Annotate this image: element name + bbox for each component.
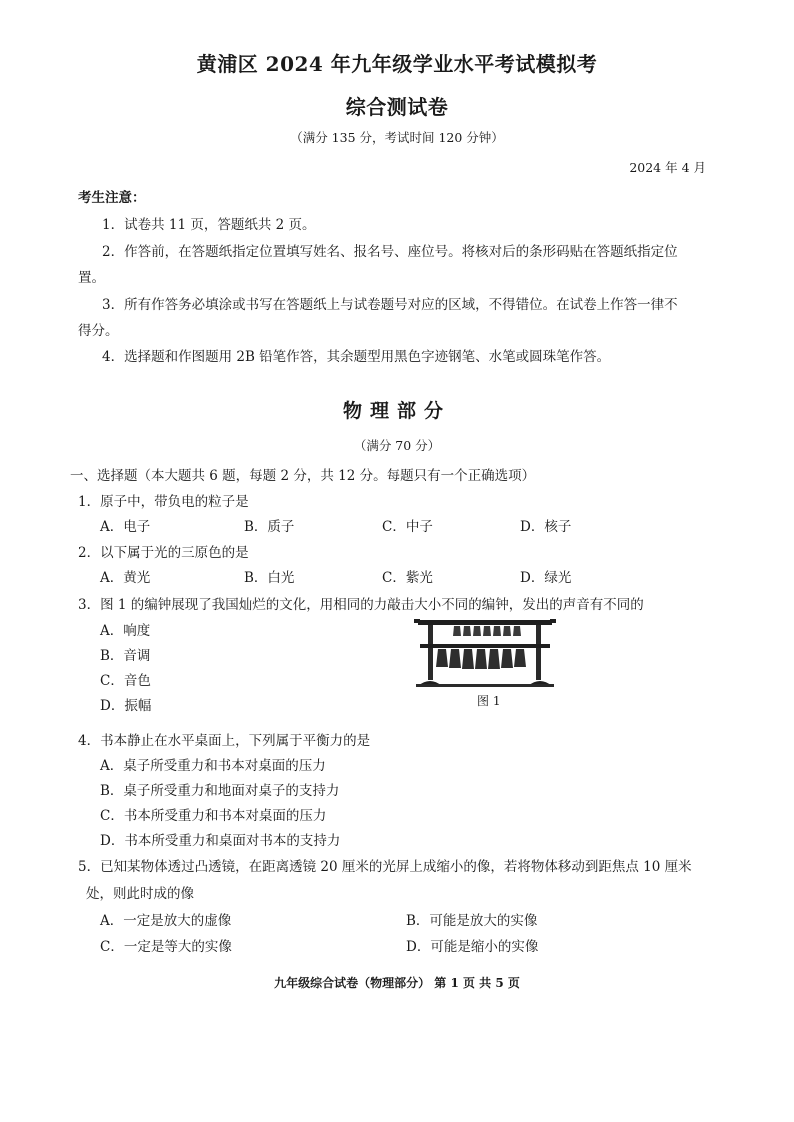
q4-option-b: B．桌子所受重力和地面对桌子的支持力	[100, 783, 340, 799]
section-title: 物理部分	[342, 400, 451, 422]
question-5-stem: 5．已知某物体透过凸透镜，在距离透镜 20 厘米的光屏上成缩小的像，若将物体移动到距焦点 10 厘米	[78, 859, 692, 875]
notice-heading: 考生注意：	[78, 190, 146, 206]
section-score: （满分 70 分）	[353, 438, 441, 453]
q4-option-d: D．书本所受重力和桌面对书本的支持力	[100, 833, 341, 849]
notice-item-2: 2．作答前，在答题纸指定位置填写姓名、报名号、座位号。将核对后的条形码贴在答题纸指定位	[102, 244, 678, 260]
q5-option-d: D．可能是缩小的实像	[406, 939, 539, 955]
notice-item-1: 1．试卷共 11 页，答题纸共 2 页。	[102, 217, 316, 233]
notice-item-4: 4．选择题和作图题用 2B 铅笔作答，其余题型用黑色字迹钢笔、水笔或圆珠笔作答。	[102, 349, 611, 365]
figure-1-caption: 图 1	[477, 694, 501, 708]
question-3-stem: 3．图 1 的编钟展现了我国灿烂的文化，用相同的力敲击大小不同的编钟，发出的声音有不同的	[78, 597, 644, 613]
question-4-stem: 4．书本静止在水平桌面上，下列属于平衡力的是	[78, 733, 371, 749]
q2-option-a: A．黄光	[100, 570, 151, 586]
question-1-stem: 1．原子中，带负电的粒子是	[78, 494, 249, 510]
exam-subtitle: 综合测试卷	[345, 95, 449, 119]
chime-bells-drawing	[410, 616, 560, 690]
exam-title: 黄浦区 2024 年九年级学业水平考试模拟考	[196, 52, 598, 76]
question-5-stem-cont: 处，则此时成的像	[86, 886, 194, 902]
q5-option-b: B．可能是放大的实像	[406, 913, 538, 929]
q1-option-c: C．中子	[382, 519, 433, 535]
q1-option-d: D．核子	[520, 519, 572, 535]
q2-option-b: B．白光	[244, 570, 295, 586]
q2-option-d: D．绿光	[520, 570, 572, 586]
q1-option-b: B．质子	[244, 519, 295, 535]
page-footer: 九年级综合试卷（物理部分） 第 1 页 共 5 页	[274, 976, 520, 990]
q3-option-d: D．振幅	[100, 698, 152, 714]
q4-option-c: C．书本所受重力和书本对桌面的压力	[100, 808, 327, 824]
q3-option-b: B．音调	[100, 648, 151, 664]
exam-date: 2024 年 4 月	[629, 160, 706, 175]
question-2-stem: 2．以下属于光的三原色的是	[78, 545, 249, 561]
q3-option-c: C．音色	[100, 673, 151, 689]
q5-option-c: C．一定是等大的实像	[100, 939, 232, 955]
q2-option-c: C．紫光	[382, 570, 433, 586]
notice-item-3: 3．所有作答务必填涂或书写在答题纸上与试卷题号对应的区域，不得错位。在试卷上作答一律不	[102, 297, 678, 313]
notice-item-2-cont: 置。	[78, 270, 105, 286]
section-instructions: 一、选择题（本大题共 6 题，每题 2 分，共 12 分。每题只有一个正确选项）	[70, 468, 536, 484]
notice-item-3-cont: 得分。	[78, 323, 119, 339]
chime-bells-icon	[410, 616, 560, 690]
q1-option-a: A．电子	[100, 519, 151, 535]
q4-option-a: A．桌子所受重力和书本对桌面的压力	[100, 758, 326, 774]
exam-info: （满分 135 分，考试时间 120 分钟）	[290, 130, 504, 145]
q3-option-a: A．响度	[100, 623, 151, 639]
q5-option-a: A．一定是放大的虚像	[100, 913, 232, 929]
